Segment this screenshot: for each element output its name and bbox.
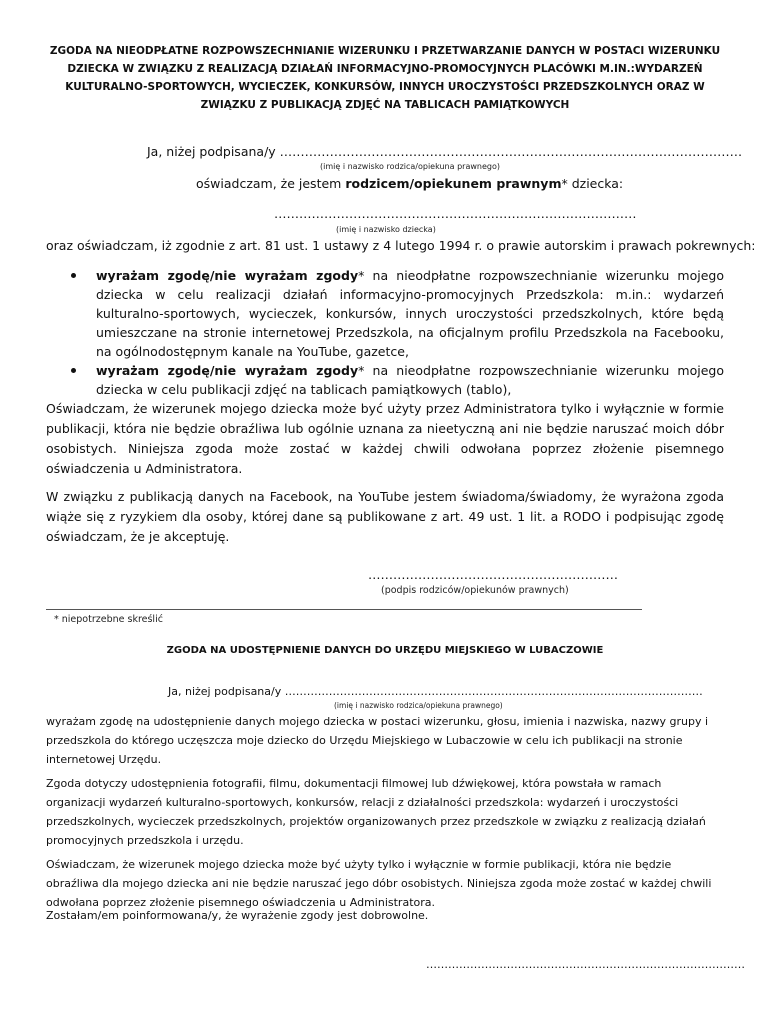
- form2-title: ZGODA NA UDOSTĘPNIENIE DANYCH DO URZĘDU MIEJSKIEGO W LUBACZOWIE: [166, 645, 604, 656]
- form1-law-line: oraz oświadczam, iż zgodnie z art. 81 ust. 1 ustawy z 4 lutego 1994 r. o prawie autorskim i prawach pokrewnych:: [46, 238, 756, 253]
- form1-child-line: ……………………………………………………………………………: [274, 206, 637, 221]
- declaration-bold-role: rodzicem/opiekunem prawnym: [345, 176, 562, 191]
- form1-administrator-paragraph: Oświadczam, że wizerunek mojego dziecka może być użyty przez Administratora tylko i wyłącznie w formie publikacji, która nie będzie obraźliwa lub ogólnie uznana za nieetyczną ani nie będzie naruszać moich dóbr osobistych. Niniejsza zgoda może zostać w każdej chwili odwołana poprzez złożenie pisemnego oświadczenia u Administratora.: [46, 401, 724, 476]
- form2-signature-line: ……………………………………………………………………………: [426, 958, 745, 971]
- form2-scope-paragraph: Zgoda dotyczy udostępnienia fotografii, filmu, dokumentacji filmowej lub dźwiękowej, która powstała w ramach organizacji wydarzeń kulturalno-sportowych, konkursów, relacji z działalności przedszkola: wydarzeń i uroczystości przedszkolnych, wycieczek przedszkolnych, projektów organizowanych przez przedszkole w związku z realizacją działań promocyjnych przedszkola i urzędu.: [46, 777, 706, 847]
- consent-option-text: * na nieodpłatne rozpowszechnianie wizerunku mojego dziecka w celu realizacji działań informacyjno-promocyjnych Przedszkola: m.in.: wydarzeń kulturalno-sportowych, wycieczek, konkursów, innych uroczystości przedszkolnych, które będą umieszczane na stronie internetowej Przedszkola, na oficjalnym profilu Przedszkola na Facebooku, na ogólnodostępnym kanale na YouTube, gazetce,: [96, 268, 724, 359]
- form1-rodo-paragraph: W związku z publikacją danych na Facebook, na YouTube jestem świadoma/świadomy, że wyrażona zgoda wiąże się z ryzykiem dla osoby, której dane są publikowane z art. 49 ust. 1 lit. a RODO i podpisując zgodę oświadczam, że je akceptuję.: [46, 489, 724, 544]
- consent-options-list: [46, 266, 724, 399]
- consent-option-item: [46, 361, 724, 399]
- form1-signature-caption: (podpis rodziców/opiekunów prawnych): [381, 585, 569, 596]
- form2-signer-caption: (imię i nazwisko rodzica/opiekuna prawnego): [334, 701, 503, 710]
- consent-option-item: [46, 266, 724, 361]
- form1-title: ZGODA NA NIEODPŁATNE ROZPOWSZECHNIANIE WIZERUNKU I PRZETWARZANIE DANYCH W POSTACI WIZERUNKU DZIECKA W ZWIĄZKU Z REALIZACJĄ DZIAŁAŃ INFORMACYJNO-PROMOCYJNYCH PLACÓWKI M.IN.:WYDARZEŃ KULTURALNO-SPORTOWYCH, WYCIECZEK, KONKURSÓW, INNYCH UROCZYSTOŚCI PRZEDSZKOLNYCH ORAZ W ZWIĄZKU Z PUBLIKACJĄ ZDJĘĆ NA TABLICACH PAMIĄTKOWYCH: [49, 45, 721, 111]
- declaration-text-end: * dziecka:: [561, 176, 624, 191]
- form1-child-caption: (imię i nazwisko dziecka): [336, 225, 436, 234]
- consent-option-choice: wyrażam zgodę/nie wyrażam zgody: [96, 268, 359, 283]
- form2-voluntary-note: Zostałam/em poinformowana/y, że wyrażenie zgody jest dobrowolne.: [46, 909, 429, 922]
- footnote: * niepotrzebne skreślić: [54, 614, 163, 625]
- consent-option-text: * na nieodpłatne rozpowszechnianie wizerunku mojego dziecka w celu publikacji zdjęć na tablicach pamiątkowych (tablo),: [96, 363, 724, 397]
- form1-signer-caption: (imię i nazwisko rodzica/opiekuna prawnego): [320, 162, 500, 171]
- form2-usage-paragraph: Oświadczam, że wizerunek mojego dziecka może być użyty tylko i wyłącznie w formie publikacji, która nie będzie obraźliwa dla mojego dziecka ani nie będzie naruszać jego dóbr osobistych. Niniejsza zgoda może zostać w każdej chwili odwołana poprzez złożenie pisemnego oświadczenia u Administratora.: [46, 858, 712, 909]
- form2-consent-paragraph: wyrażam zgodę na udostępnienie danych mojego dziecka w postaci wizerunku, głosu, imienia i nazwiska, nazwy grupy i przedszkola do którego uczęszcza moje dziecko do Urzędu Miejskiego w Lubaczowie w celu ich publikacji na stronie internetowej Urzędu.: [46, 715, 709, 766]
- declaration-text-start: oświadczam, że jestem: [196, 176, 346, 191]
- form1-parent-declaration: [196, 176, 623, 191]
- consent-option-choice: wyrażam zgodę/nie wyrażam zgody: [96, 363, 359, 378]
- bullet-icon: [71, 273, 76, 278]
- form2-signer-line: Ja, niżej podpisana/y ……………………………………………………………………………………………………: [168, 685, 703, 698]
- footnote-divider: [46, 609, 642, 610]
- form1-signer-line: Ja, niżej podpisana/y …………………………………………………………………………………………………: [147, 144, 743, 159]
- bullet-icon: [71, 368, 76, 373]
- form1-signature-line: ……………………………………………………: [368, 567, 618, 582]
